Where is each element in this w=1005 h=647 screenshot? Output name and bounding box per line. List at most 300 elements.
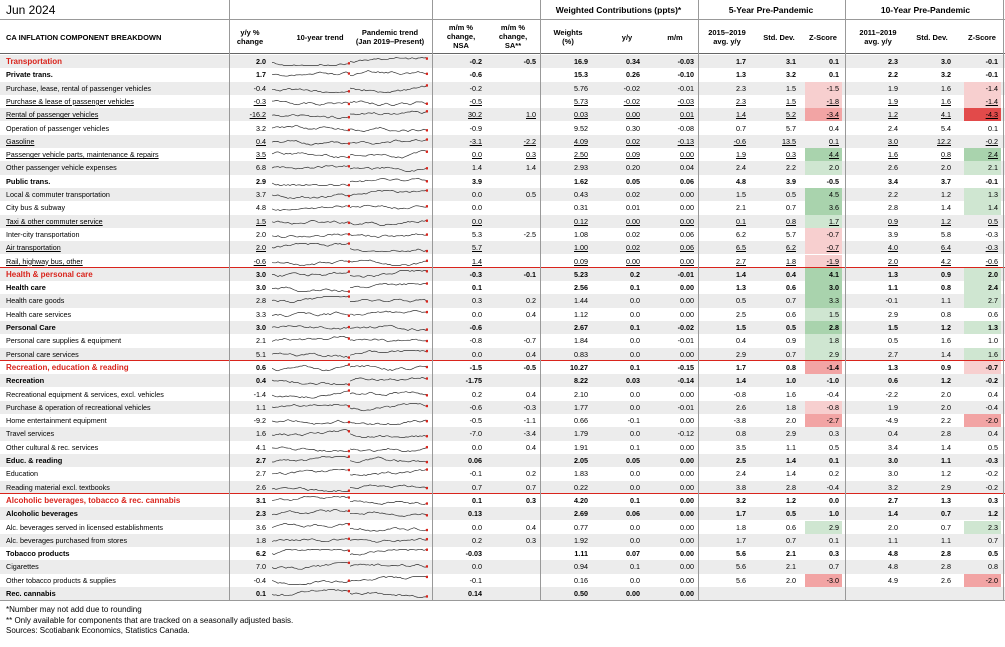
pandemic-sparkline <box>350 149 428 160</box>
cell-a5 <box>702 587 746 600</box>
ten-year-sparkline <box>272 56 350 67</box>
cell-a5: 2.7 <box>736 256 746 266</box>
cell-s5: 0.5 <box>786 190 796 199</box>
cell-w: 0.22 <box>574 482 588 492</box>
cell-wyy: -0.1 <box>627 416 640 426</box>
cell-wyy: 0.0 <box>630 469 640 479</box>
cell-w: 2.56 <box>574 283 588 293</box>
cell-z5: 3.3 <box>805 294 842 307</box>
cell-a10: -4.9 <box>885 416 898 426</box>
cell-s5: 2.8 <box>786 482 796 492</box>
cell-wmm: 0.00 <box>680 256 694 266</box>
component-name: Purchase & lease of passenger vehicles <box>6 96 134 106</box>
ten-year-sparkline <box>272 561 350 572</box>
divider <box>0 19 1005 20</box>
cell-yy: 2.0 <box>256 57 266 66</box>
ten-year-sparkline <box>272 96 350 107</box>
cell-sa <box>488 122 536 135</box>
cell-s5: 1.0 <box>786 376 796 386</box>
cell-sa: 0.3 <box>526 495 536 505</box>
cell-s5: 5.7 <box>786 229 796 239</box>
cell-z10: 0.1 <box>988 123 998 133</box>
cell-sa <box>488 82 536 95</box>
cell-nsa: 0.0 <box>472 216 482 226</box>
cell-s5: 0.3 <box>786 150 796 160</box>
cell-wmm: -0.14 <box>677 376 694 386</box>
cell-s10: 4.1 <box>941 110 951 120</box>
cell-wyy: 0.0 <box>630 389 640 399</box>
cell-w: 0.83 <box>574 349 588 359</box>
cell-sa: 0.5 <box>526 190 536 199</box>
cell-wmm: 0.00 <box>680 589 694 598</box>
cell-wyy: -0.02 <box>623 96 640 106</box>
cell-a10: 0.6 <box>888 376 898 386</box>
component-name: Gasoline <box>6 136 35 146</box>
cell-yy: 4.1 <box>256 442 266 452</box>
cell-z10: 0.5 <box>988 549 998 559</box>
component-name: Recreation <box>6 376 45 386</box>
cell-z10: -2.0 <box>964 574 1001 587</box>
cell-sa: 0.4 <box>526 349 536 359</box>
cell-s5: 2.9 <box>786 429 796 439</box>
component-name: Rental of passenger vehicles <box>6 110 99 120</box>
component-name: Health & personal care <box>6 269 93 279</box>
cell-s10: 2.9 <box>941 482 951 492</box>
cell-sa: 0.4 <box>526 522 536 532</box>
ten-year-sparkline <box>272 535 350 546</box>
cell-nsa: -0.6 <box>469 402 482 412</box>
cell-w: 4.09 <box>574 136 588 146</box>
cell-s10: 2.0 <box>941 163 951 173</box>
pandemic-sparkline <box>350 482 428 493</box>
cell-wyy: 0.01 <box>626 203 640 213</box>
cell-yy: 2.9 <box>256 176 266 186</box>
cell-yy: 6.2 <box>256 549 266 559</box>
table-row <box>0 68 1005 81</box>
cell-z5: -1.4 <box>805 361 842 374</box>
ten-year-sparkline <box>272 548 350 559</box>
cell-s5: 6.2 <box>786 243 796 253</box>
avg5-header: 2015–2019 avg. y/y <box>708 28 746 46</box>
cell-s5: 0.6 <box>786 309 796 319</box>
cell-a5: 1.5 <box>736 190 746 199</box>
cell-z10: 2.7 <box>964 294 1001 307</box>
cell-z5: 0.1 <box>829 57 839 66</box>
cell-z10: -0.6 <box>985 256 998 266</box>
component-header: CA INFLATION COMPONENT BREAKDOWN <box>6 33 162 42</box>
cell-a10: 4.9 <box>888 575 898 585</box>
table-row <box>0 135 1005 148</box>
component-name: Cigarettes <box>6 562 39 572</box>
cell-z10: 1.6 <box>964 348 1001 361</box>
cell-wmm: 0.00 <box>680 535 694 545</box>
cell-wmm: 0.00 <box>680 150 694 160</box>
cell-s5: 5.2 <box>786 110 796 120</box>
component-name: Purchase, lease, rental of passenger vehicles <box>6 83 152 93</box>
cell-s5: 0.6 <box>786 283 796 293</box>
cell-z10: -0.7 <box>964 361 1001 374</box>
cell-yy: 1.8 <box>256 535 266 545</box>
cell-z10: -2.0 <box>964 414 1001 427</box>
cell-z5: -3.4 <box>805 108 842 121</box>
component-name: Public trans. <box>6 176 51 186</box>
cell-s5: 0.6 <box>786 522 796 532</box>
table-row <box>0 560 1005 573</box>
component-name: Alcoholic beverages <box>6 509 78 519</box>
cell-yy: -9.2 <box>253 416 266 426</box>
cell-wmm: -0.15 <box>677 362 694 372</box>
cell-yy: -0.3 <box>253 96 266 106</box>
pandemic-sparkline <box>350 322 428 333</box>
ten-year-sparkline <box>272 162 350 173</box>
cell-sa <box>488 95 536 108</box>
mm-nsa-header: m/m % change, NSA <box>446 23 476 50</box>
pandemic-sparkline <box>350 561 428 572</box>
cell-a5: 1.7 <box>736 509 746 519</box>
component-name: Alc. beverages served in licensed establishments <box>6 522 164 532</box>
cell-w: 10.27 <box>570 362 588 372</box>
cell-z10: 0.8 <box>988 562 998 572</box>
cell-yy: 3.2 <box>256 123 266 133</box>
pandemic-sparkline <box>350 588 428 599</box>
cell-w: 1.92 <box>574 535 588 545</box>
cell-a10: 1.1 <box>888 535 898 545</box>
cell-wmm: 0.00 <box>680 482 694 492</box>
pandemic-trend-header: Pandemic trend (Jan 2019–Present) <box>355 28 425 46</box>
cell-z10: -1.4 <box>964 95 1001 108</box>
cell-wyy: 0.1 <box>630 362 640 372</box>
cell-nsa: 0.0 <box>472 190 482 199</box>
cell-sa: 0.4 <box>526 309 536 319</box>
cell-z5: 1.0 <box>829 509 839 519</box>
pandemic-sparkline <box>350 548 428 559</box>
cell-yy: 2.0 <box>256 229 266 239</box>
cell-nsa: 0.2 <box>472 389 482 399</box>
cell-s10: 1.2 <box>941 216 951 226</box>
cell-a10 <box>852 587 898 600</box>
ten-year-sparkline <box>272 242 350 253</box>
pandemic-sparkline <box>350 216 428 227</box>
cell-s5 <box>752 587 796 600</box>
cell-yy: 1.1 <box>256 402 266 412</box>
pandemic-sparkline <box>350 415 428 426</box>
pandemic-sparkline <box>350 428 428 439</box>
cell-nsa: -0.3 <box>469 269 482 279</box>
cell-yy: -0.4 <box>253 575 266 585</box>
table-row <box>0 348 1005 361</box>
cell-z5: 2.8 <box>805 321 842 334</box>
cell-yy: -0.4 <box>253 83 266 93</box>
cell-z10: 0.4 <box>988 429 998 439</box>
cell-nsa: -1.75 <box>465 376 482 386</box>
cell-z5: -0.4 <box>826 389 839 399</box>
pandemic-sparkline <box>350 162 428 173</box>
cell-sa <box>488 507 536 520</box>
cell-yy: 3.1 <box>256 495 266 505</box>
cell-a10: 4.0 <box>888 243 898 253</box>
cell-wyy: 0.1 <box>630 442 640 452</box>
cell-wmm: -0.10 <box>677 70 694 80</box>
cell-sa <box>488 374 536 387</box>
divider <box>540 0 541 601</box>
cell-wyy: 0.0 <box>630 349 640 359</box>
table-row <box>0 388 1005 401</box>
cell-wmm: 0.00 <box>680 296 694 306</box>
cell-wmm: 0.00 <box>680 495 694 505</box>
cell-z10: 0.4 <box>988 389 998 399</box>
cell-w: 8.22 <box>574 376 588 386</box>
cell-wmm: 0.00 <box>680 283 694 293</box>
cell-s10: 1.2 <box>941 190 951 199</box>
cell-s5: 1.5 <box>786 96 796 106</box>
component-name: Transportation <box>6 57 63 66</box>
ten-year-sparkline <box>272 362 350 373</box>
cell-a10: 2.2 <box>888 190 898 199</box>
component-name: Private trans. <box>6 70 53 80</box>
pandemic-sparkline <box>350 402 428 413</box>
cell-sa <box>488 201 536 214</box>
std5-header: Std. Dev. <box>763 33 795 42</box>
cell-nsa: -1.5 <box>469 362 482 372</box>
table-row <box>0 241 1005 254</box>
cell-w: 0.66 <box>574 416 588 426</box>
cell-sa <box>488 574 536 587</box>
cell-z5: 4.4 <box>805 148 842 161</box>
ten-year-sparkline <box>272 468 350 479</box>
cell-a10: 1.3 <box>888 362 898 372</box>
cell-s10: 2.8 <box>941 429 951 439</box>
table-row <box>0 122 1005 135</box>
pandemic-sparkline <box>350 189 428 200</box>
cell-wyy: 0.09 <box>626 150 640 160</box>
cell-z10: 0.7 <box>988 535 998 545</box>
cell-nsa: 1.4 <box>472 163 482 173</box>
ten-year-sparkline <box>272 123 350 134</box>
cell-w: 5.73 <box>574 96 588 106</box>
cell-z5: 3.0 <box>805 281 842 294</box>
component-name: Other cultural & rec. services <box>6 442 99 452</box>
cell-z5: -1.0 <box>826 376 839 386</box>
cell-wmm: -0.03 <box>677 57 694 66</box>
cell-wyy: 0.03 <box>626 376 640 386</box>
cell-z5: 2.9 <box>805 521 842 534</box>
ten-year-sparkline <box>272 389 350 400</box>
trend10-header: 10-year trend <box>296 33 344 42</box>
cell-w: 0.77 <box>574 522 588 532</box>
cell-a10: 2.0 <box>888 522 898 532</box>
component-name: Tobacco products <box>6 549 70 559</box>
cell-z10: 2.4 <box>964 148 1001 161</box>
component-name: Alcoholic beverages, tobacco & rec. cannabis <box>6 495 181 505</box>
cell-wmm: 0.00 <box>680 509 694 519</box>
cell-a10: 0.5 <box>888 336 898 346</box>
cell-nsa: -0.5 <box>469 416 482 426</box>
cell-wmm: 0.00 <box>680 216 694 226</box>
cell-z10: 2.4 <box>964 281 1001 294</box>
cell-z10: 0.5 <box>988 216 998 226</box>
cell-nsa: -0.5 <box>469 96 482 106</box>
cell-s10: 0.9 <box>941 362 951 372</box>
cell-wyy: 0.0 <box>630 402 640 412</box>
cell-sa <box>488 560 536 573</box>
cell-wmm: 0.00 <box>680 575 694 585</box>
cell-w: 1.00 <box>574 243 588 253</box>
cell-wyy: 0.07 <box>626 549 640 559</box>
cell-w: 1.79 <box>574 429 588 439</box>
component-name: Rec. cannabis <box>6 589 56 598</box>
cell-z5: -0.8 <box>805 401 842 414</box>
cell-w: 1.84 <box>574 336 588 346</box>
table-row <box>0 481 1005 494</box>
table-row <box>0 401 1005 414</box>
cell-w: 2.50 <box>574 150 588 160</box>
cell-s5: 0.4 <box>786 269 796 279</box>
cell-nsa: -0.2 <box>469 83 482 93</box>
cell-nsa: 0.0 <box>472 522 482 532</box>
pandemic-sparkline <box>350 109 428 120</box>
pandemic-sparkline <box>350 295 428 306</box>
cell-yy: 1.5 <box>256 216 266 226</box>
cell-a5: 5.6 <box>736 549 746 559</box>
table-row <box>0 175 1005 188</box>
cell-z10: 1.3 <box>964 188 1001 201</box>
cell-a10: 1.9 <box>888 96 898 106</box>
cell-wyy: 0.02 <box>626 190 640 199</box>
cell-nsa: 30.2 <box>468 110 482 120</box>
cell-wmm: -0.01 <box>677 336 694 346</box>
cell-w: 15.3 <box>574 70 588 80</box>
cell-s10: 1.1 <box>941 296 951 306</box>
cell-nsa: 0.1 <box>472 283 482 293</box>
cell-sa <box>488 454 536 467</box>
cell-z5: 0.0 <box>829 495 839 505</box>
table-row <box>0 294 1005 307</box>
cell-z10: 0.6 <box>988 309 998 319</box>
cell-nsa: 0.0 <box>472 349 482 359</box>
cell-w: 1.77 <box>574 402 588 412</box>
cell-nsa: -7.0 <box>469 429 482 439</box>
cell-wmm: 0.00 <box>680 389 694 399</box>
cell-wyy: 0.0 <box>630 522 640 532</box>
cell-wmm: 0.06 <box>680 229 694 239</box>
cell-s10: 1.6 <box>941 336 951 346</box>
ten-year-sparkline <box>272 149 350 160</box>
footnote: ** Only available for components that are tracked on a seasonally adjusted basis. <box>6 615 294 625</box>
cell-a5: 1.4 <box>736 269 746 279</box>
cell-yy: 2.7 <box>256 469 266 479</box>
component-name: Other tobacco products & supplies <box>6 575 116 585</box>
cell-z5: -1.5 <box>805 82 842 95</box>
cell-z10: -0.3 <box>985 456 998 465</box>
cell-z5: 0.1 <box>829 456 839 465</box>
cell-a10: 2.7 <box>888 495 898 505</box>
cell-z5: 1.8 <box>805 334 842 347</box>
section-divider <box>0 267 1005 269</box>
cell-a10: 2.2 <box>888 70 898 80</box>
table-row <box>0 374 1005 387</box>
cell-yy: 3.5 <box>256 150 266 160</box>
cell-nsa: 0.14 <box>468 589 482 598</box>
cell-a5: -3.8 <box>733 416 746 426</box>
pandemic-sparkline <box>350 123 428 134</box>
cell-sa: -2.5 <box>523 229 536 239</box>
cell-yy: 3.3 <box>256 309 266 319</box>
cell-s5: 2.2 <box>786 163 796 173</box>
component-name: Personal care supplies & equipment <box>6 336 122 346</box>
cell-yy: 3.0 <box>256 269 266 279</box>
cell-w: 16.9 <box>574 57 588 66</box>
ten-year-sparkline <box>272 83 350 94</box>
cell-s10 <box>905 587 951 600</box>
cell-s5: 1.5 <box>786 83 796 93</box>
cell-w: 2.69 <box>574 509 588 519</box>
cell-s5: 2.0 <box>786 416 796 426</box>
cell-yy: 1.6 <box>256 429 266 439</box>
divider <box>0 53 1005 54</box>
table-row <box>0 547 1005 560</box>
cell-wmm: 0.00 <box>680 469 694 479</box>
cell-wmm: 0.00 <box>680 549 694 559</box>
cell-w: 1.08 <box>574 229 588 239</box>
cell-a5: 3.2 <box>736 495 746 505</box>
cell-sa <box>488 547 536 560</box>
cell-z5: 0.3 <box>829 429 839 439</box>
divider <box>1003 0 1004 601</box>
pandemic-sparkline <box>350 442 428 453</box>
pandemic-sparkline <box>350 522 428 533</box>
pandemic-sparkline <box>350 455 428 466</box>
table-row <box>0 521 1005 534</box>
cell-z5: -1.8 <box>805 95 842 108</box>
cell-w: 0.03 <box>574 110 588 120</box>
cell-z5: 0.1 <box>829 535 839 545</box>
component-name: Reading material excl. textbooks <box>6 482 110 492</box>
cell-wmm: -0.01 <box>677 83 694 93</box>
cell-nsa: 0.0 <box>472 562 482 572</box>
cell-s10: 6.4 <box>941 243 951 253</box>
ten-year-sparkline <box>272 136 350 147</box>
cell-wyy: 0.0 <box>630 296 640 306</box>
cell-nsa: 0.0 <box>472 442 482 452</box>
component-name: Education <box>6 469 38 479</box>
pandemic-sparkline <box>350 56 428 67</box>
cell-a5: 1.8 <box>736 522 746 532</box>
five-year-header: 5-Year Pre-Pandemic <box>728 5 814 15</box>
cell-wmm: -0.01 <box>677 402 694 412</box>
cell-a10: 2.4 <box>888 123 898 133</box>
cell-wyy: 0.0 <box>630 336 640 346</box>
cell-sa: -0.1 <box>523 269 536 279</box>
component-name: Passenger vehicle parts, maintenance & repairs <box>6 150 159 160</box>
pandemic-sparkline <box>350 242 428 253</box>
component-name: Recreational equipment & services, excl. vehicles <box>6 389 164 399</box>
ten-year-sparkline <box>272 522 350 533</box>
component-name: City bus & subway <box>6 203 66 213</box>
cell-wmm: -0.08 <box>677 123 694 133</box>
cell-s5: 2.1 <box>786 562 796 572</box>
pandemic-sparkline <box>350 69 428 80</box>
ten-year-sparkline <box>272 322 350 333</box>
pandemic-sparkline <box>350 389 428 400</box>
cell-a5: 0.5 <box>736 296 746 306</box>
table-row <box>0 587 1005 600</box>
cell-nsa: 0.1 <box>472 495 482 505</box>
cell-a10: 3.2 <box>888 482 898 492</box>
footnote: Sources: Scotiabank Economics, Statistics Canada. <box>6 626 190 635</box>
cell-s10: 1.6 <box>941 96 951 106</box>
pandemic-sparkline <box>350 176 428 187</box>
cell-w: 0.31 <box>574 203 588 213</box>
